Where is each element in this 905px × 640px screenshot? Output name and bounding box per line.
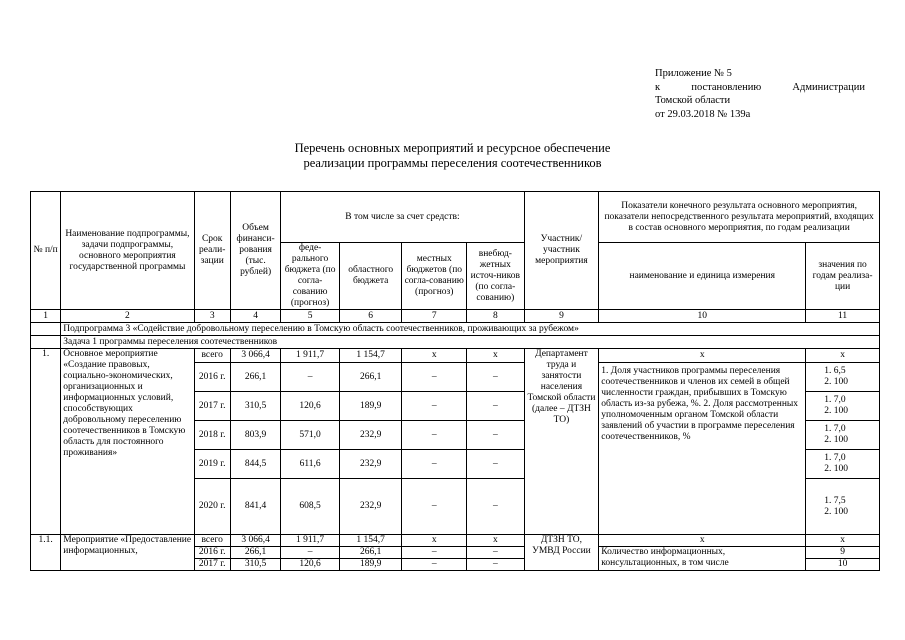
header-incl: В том числе за счет средств: — [281, 192, 524, 243]
task-row — [31, 336, 880, 349]
local: – — [402, 547, 467, 559]
regional: 189,9 — [339, 392, 402, 421]
value-line: 2. 100 — [824, 464, 848, 474]
regional: 1 154,7 — [339, 349, 402, 363]
regional: 1 154,7 — [339, 535, 402, 547]
term: 2017 г. — [194, 559, 230, 571]
empty-cell — [31, 323, 61, 336]
regional: 266,1 — [339, 363, 402, 392]
value-line: 1. 7,5 — [824, 495, 846, 506]
federal: – — [281, 547, 340, 559]
indicator-values — [806, 421, 880, 450]
volume: 310,5 — [230, 392, 280, 421]
item-name: Мероприятие «Предоставление информационных, — [61, 535, 194, 571]
header-participant: Участник/ участник мероприятия — [524, 192, 599, 310]
measures-table — [30, 191, 880, 571]
local: – — [402, 479, 467, 535]
value-line: 2. 100 — [824, 377, 848, 387]
col-number: 2 — [61, 310, 194, 323]
federal: 611,6 — [281, 450, 340, 479]
column-number-row — [31, 310, 880, 323]
indicator-value: х — [806, 349, 880, 363]
col-number: 1 — [31, 310, 61, 323]
appendix-title: Приложение № 5 — [655, 68, 732, 79]
local: – — [402, 559, 467, 571]
header-regional: областного бюджета — [339, 243, 402, 310]
appendix-block — [655, 67, 865, 121]
indicator-text: Количество информационных, консультационных, в том числе — [599, 547, 806, 571]
volume: 266,1 — [230, 547, 280, 559]
empty-cell — [31, 336, 61, 349]
term: 2020 г. — [194, 479, 230, 535]
appendix-region: Томской области — [655, 95, 731, 106]
regional: 189,9 — [339, 559, 402, 571]
federal: 120,6 — [281, 392, 340, 421]
federal: 1 911,7 — [281, 535, 340, 547]
header-term: Срок реали-зации — [194, 192, 230, 310]
appendix-word: постановлению — [691, 81, 762, 93]
term: всего — [194, 349, 230, 363]
indicator-name: х — [599, 349, 806, 363]
header-row — [31, 192, 880, 243]
header-indicators: Показатели конечного результата основного мероприятия, показатели непосредственного результата мероприятий, входящих в состав основного мероприятия, по годам реализации — [599, 192, 880, 243]
item-participant: ДТЗН ТО, УМВД России — [524, 535, 599, 571]
volume: 3 066,4 — [230, 349, 280, 363]
subprogram-row — [31, 323, 880, 336]
value-line: 2. 100 — [824, 435, 848, 445]
term: всего — [194, 535, 230, 547]
header-name: Наименование подпрограммы, задачи подпрограммы, основного мероприятия государственной программы — [61, 192, 194, 310]
federal: – — [281, 363, 340, 392]
indicator-value: х — [806, 535, 880, 547]
local: х — [402, 349, 467, 363]
value-line: 2. 100 — [824, 406, 848, 416]
local: – — [402, 392, 467, 421]
volume: 310,5 — [230, 559, 280, 571]
term: 2019 г. — [194, 450, 230, 479]
item-number: 1. — [31, 349, 61, 535]
regional: 232,9 — [339, 421, 402, 450]
appendix-decree-line — [655, 81, 865, 95]
indicator-values — [806, 479, 880, 535]
value-line: 1. 6,5 — [824, 366, 846, 376]
offbudget: – — [467, 421, 525, 450]
table-row — [31, 349, 880, 363]
col-number: 5 — [281, 310, 340, 323]
col-number: 4 — [230, 310, 280, 323]
offbudget: – — [467, 450, 525, 479]
value-line: 1. 7,0 — [824, 424, 846, 434]
regional: 232,9 — [339, 450, 402, 479]
volume: 844,5 — [230, 450, 280, 479]
indicator-value: 9 — [806, 547, 880, 559]
offbudget: – — [467, 559, 525, 571]
term: 2016 г. — [194, 363, 230, 392]
header-offbudget: внебюд-жетных источ-ников (по согла-сованию) — [467, 243, 525, 310]
col-number: 7 — [402, 310, 467, 323]
header-volume: Объем финанси-рования (тыс. рублей) — [230, 192, 280, 310]
offbudget: х — [467, 349, 525, 363]
table-row — [31, 535, 880, 547]
federal: 120,6 — [281, 559, 340, 571]
term: 2016 г. — [194, 547, 230, 559]
regional: 266,1 — [339, 547, 402, 559]
offbudget: – — [467, 392, 525, 421]
col-number: 9 — [524, 310, 599, 323]
local: – — [402, 363, 467, 392]
volume: 3 066,4 — [230, 535, 280, 547]
regional: 232,9 — [339, 479, 402, 535]
header-ind-values: значения по годам реализа-ции — [806, 243, 880, 310]
header-ind-name: наименование и единица измерения — [599, 243, 806, 310]
col-number: 6 — [339, 310, 402, 323]
indicator-text: 1. Доля участников программы переселения соотечественников и членов их семей в общей численности граждан, прибывших в Томскую область из-за рубежа, %. 2. Доля рассмотренных уполномоченным органом Томской области заявлений об участии в программе переселения соотечественников, % — [599, 363, 806, 535]
volume: 803,9 — [230, 421, 280, 450]
volume: 266,1 — [230, 363, 280, 392]
volume: 841,4 — [230, 479, 280, 535]
item-name: Основное мероприятие «Создание правовых, социально-экономических, организационных и информационных условий, способствующих добровольному переселению соотечественников в Томскую область для постоянного проживания» — [61, 349, 194, 535]
offbudget: – — [467, 479, 525, 535]
value-line: 2. 100 — [824, 506, 848, 517]
offbudget: – — [467, 363, 525, 392]
term: 2017 г. — [194, 392, 230, 421]
local: – — [402, 421, 467, 450]
appendix-date: от 29.03.2018 № 139а — [655, 108, 751, 120]
col-number: 3 — [194, 310, 230, 323]
col-number: 11 — [806, 310, 880, 323]
federal: 1 911,7 — [281, 349, 340, 363]
federal: 571,0 — [281, 421, 340, 450]
offbudget: х — [467, 535, 525, 547]
value-line: 1. 7,0 — [824, 395, 846, 405]
value-line: 1. 7,0 — [824, 453, 846, 463]
local: – — [402, 450, 467, 479]
offbudget: – — [467, 547, 525, 559]
document-title-line-1: Перечень основных мероприятий и ресурсное обеспечение — [294, 141, 611, 155]
indicator-values — [806, 450, 880, 479]
header-num: № п/п — [31, 192, 61, 310]
col-number: 10 — [599, 310, 806, 323]
federal: 608,5 — [281, 479, 340, 535]
appendix-word: к — [655, 81, 661, 93]
indicator-name: х — [599, 535, 806, 547]
term: 2018 г. — [194, 421, 230, 450]
indicator-values — [806, 392, 880, 421]
header-local: местных бюджетов (по согла-сованию (прогноз) — [402, 243, 467, 310]
item-participant: Департамент труда и занятости населения Томской области (далее – ДТЗН ТО) — [524, 349, 599, 535]
task-title: Задача 1 программы переселения соотечественников — [61, 336, 880, 349]
header-federal: феде-рального бюджета (по согла-сованию (прогноз) — [281, 243, 340, 310]
document-title-line-2: реализации программы переселения соотечественников — [303, 156, 602, 170]
item-number: 1.1. — [31, 535, 61, 571]
subprogram-title: Подпрограмма 3 «Содействие добровольному переселению в Томскую область соотечественников, проживающих за рубежом» — [61, 323, 880, 336]
appendix-word: Администрации — [792, 81, 865, 93]
indicator-value: 10 — [806, 559, 880, 571]
indicator-values — [806, 363, 880, 392]
local: х — [402, 535, 467, 547]
col-number: 8 — [467, 310, 525, 323]
